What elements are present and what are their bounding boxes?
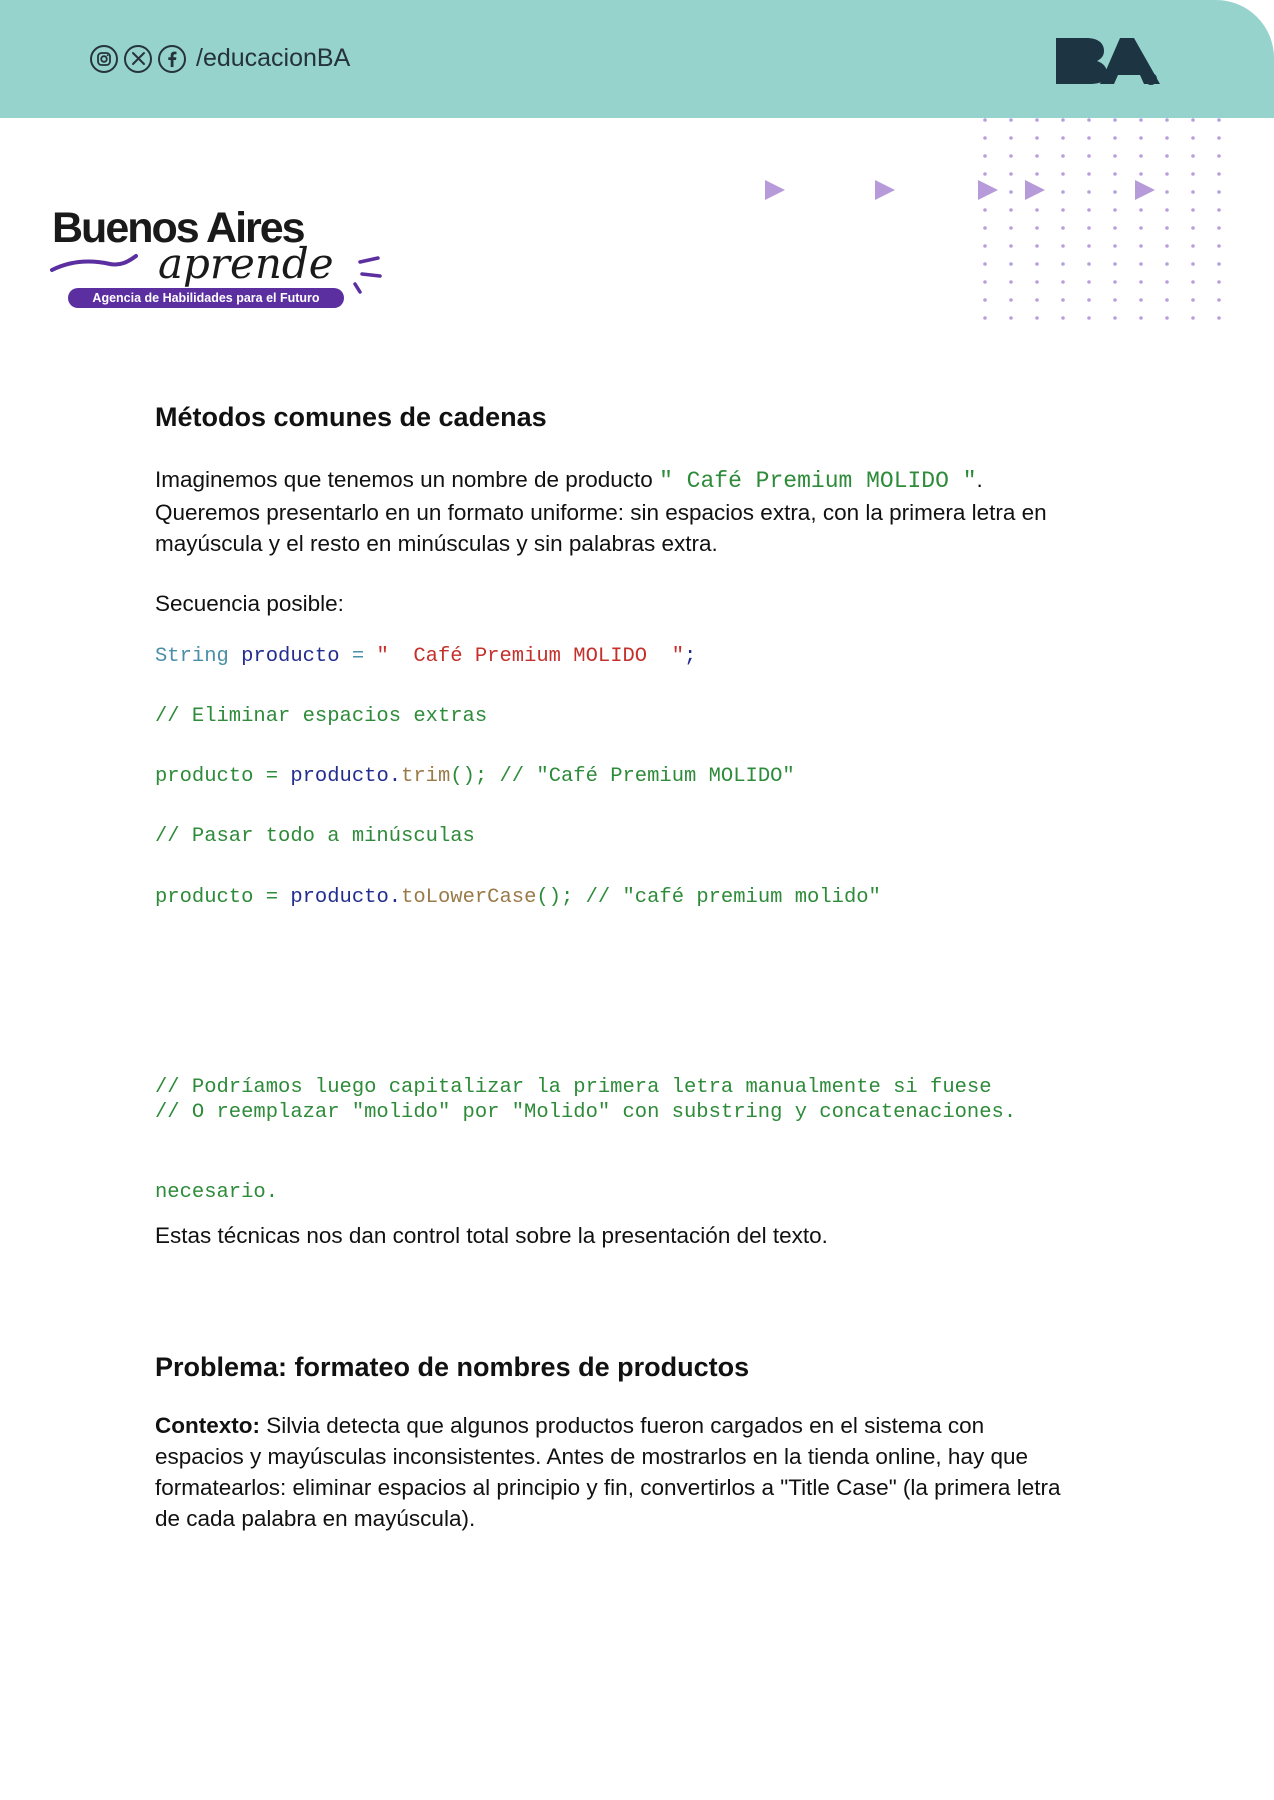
decorative-arrows — [760, 170, 1160, 210]
code-line-lowercase: producto = producto.toLowerCase(); // "café premium molido" — [155, 886, 881, 909]
intro-line-1: Imaginemos que tenemos un nombre de producto " Café Premium MOLIDO ". — [155, 467, 983, 494]
svg-text:aprende: aprende — [158, 239, 334, 288]
section-title-problem: Problema: formateo de nombres de productos — [155, 1352, 750, 1382]
code-comment-lowercase: // Pasar todo a minúsculas — [155, 825, 475, 848]
code-line-trim: producto = producto.trim(); // "Café Premium MOLIDO" — [155, 765, 795, 788]
header-banner — [0, 0, 1274, 118]
decorative-dots — [975, 114, 1265, 324]
code-comment-capitalize: // Podríamos luego capitalizar la primera letra manualmente si fuese necesario. — [155, 1076, 992, 1204]
social-handle[interactable]: /educacionBA — [196, 44, 351, 72]
code-comment-trim: // Eliminar espacios extras — [155, 705, 488, 728]
x-icon[interactable] — [124, 45, 152, 73]
inline-code-example: " Café Premium MOLIDO " — [659, 468, 977, 494]
code-line-declaration: String producto = " Café Premium MOLIDO "; — [155, 645, 697, 668]
context-line-4: de cada palabra en mayúscula). — [155, 1506, 476, 1531]
buenos-aires-aprende-logo — [50, 202, 390, 312]
intro-line-3: mayúscula y el resto en minúsculas y sin palabras extra. — [155, 531, 718, 556]
sequence-label: Secuencia posible: — [155, 591, 344, 616]
closing-paragraph: Estas técnicas nos dan control total sobre la presentación del texto. — [155, 1223, 828, 1248]
facebook-icon[interactable] — [158, 45, 186, 73]
context-line-2: espacios y mayúsculas inconsistentes. Antes de mostrarlos en la tienda online, hay que — [155, 1444, 1028, 1469]
context-label: Contexto: — [155, 1413, 260, 1438]
code-comment-replace: // O reemplazar "molido" por "Molido" con substring y concatenaciones. — [155, 1101, 1017, 1124]
intro-paragraph — [155, 464, 1115, 559]
context-line-1: Contexto: Silvia detecta que algunos productos fueron cargados en el sistema con — [155, 1413, 985, 1438]
svg-text:Buenos Aires: Buenos Aires — [52, 204, 304, 252]
social-links — [90, 44, 350, 73]
section-title-methods: Métodos comunes de cadenas — [155, 402, 547, 432]
context-line-3: formatearlos: eliminar espacios al principio y fin, convertirlos a "Title Case" (la primera letra — [155, 1475, 1061, 1500]
intro-line-2: Queremos presentarlo en un formato uniforme: sin espacios extra, con la primera letra en — [155, 500, 1047, 525]
instagram-icon[interactable] — [90, 45, 118, 73]
ba-logo — [1052, 34, 1164, 86]
svg-text:Agencia de Habilidades para el: Agencia de Habilidades para el Futuro — [92, 291, 320, 305]
context-paragraph — [155, 1410, 1115, 1534]
